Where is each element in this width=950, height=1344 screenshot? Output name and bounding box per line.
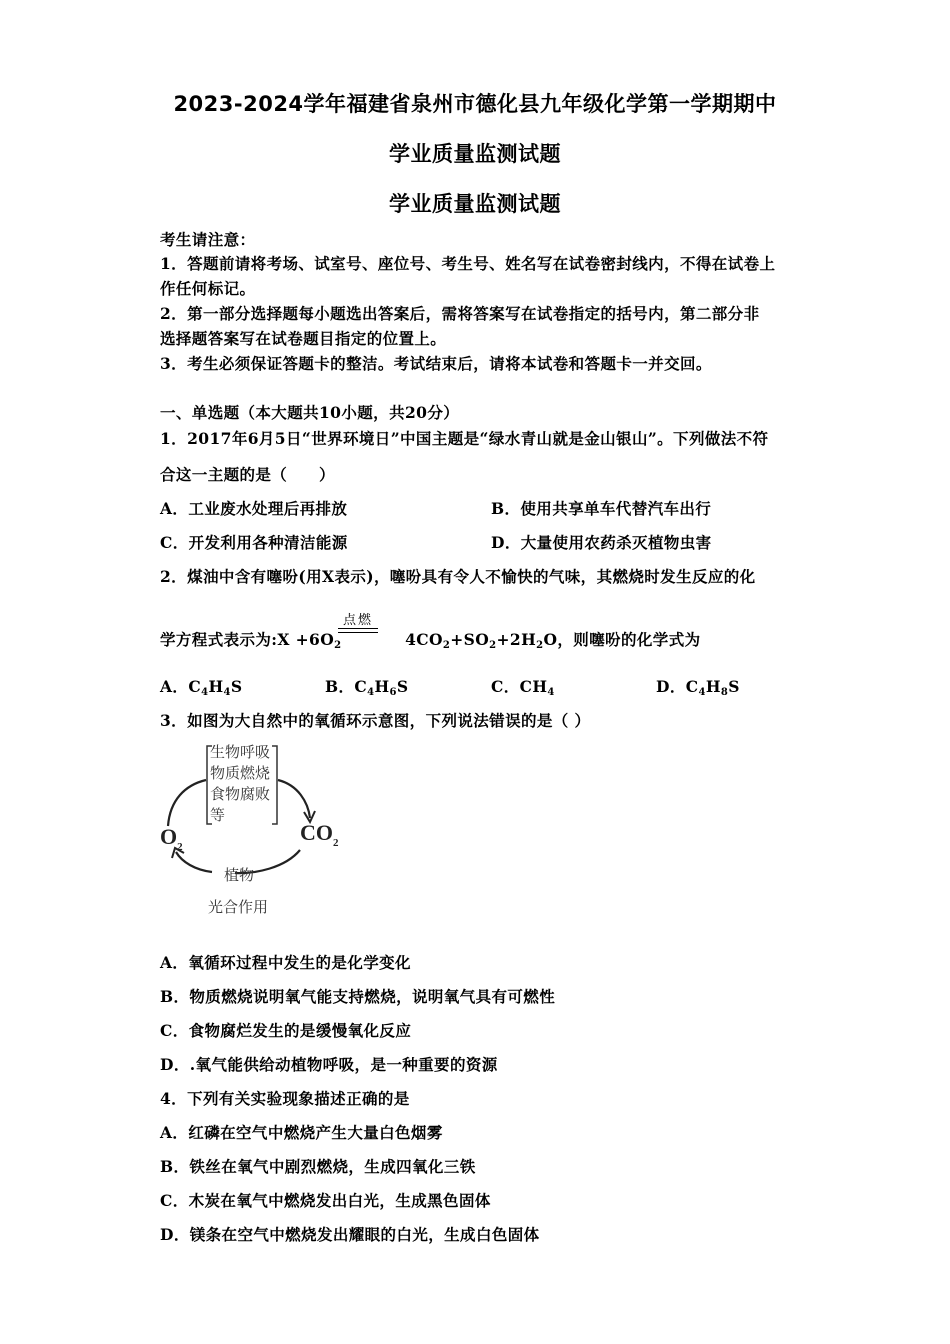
notice-heading: 考生请注意： [160, 230, 256, 249]
notice-line-5: 3．考生必须保证答题卡的整洁。考试结束后，请将本试卷和答题卡一并交回。 [160, 354, 712, 373]
q1-stem-line1: 1．2017年6月5日“世界环境日”中国主题是“绿水青山就是金山银山”。下列做法不符 [160, 429, 769, 448]
q2-option-c-label: C．CH [491, 677, 548, 696]
q2-option-b-sub1: 4 [367, 687, 375, 698]
diagram-item-decay: 食物腐败 [210, 785, 271, 803]
page-title-line3: 学业质量监测试题 [389, 192, 561, 216]
q2-option-a-sub1: 4 [201, 687, 209, 698]
notice-line-2: 作任何标记。 [160, 279, 256, 298]
q2-stem-line1: 2．煤油中含有噻吩(用X表示)，噻吩具有令人不愉快的气味，其燃烧时发生反应的化 [160, 567, 756, 586]
q2-o2-subscript: 2 [334, 640, 342, 651]
notice-line-1: 1．答题前请将考场、试室号、座位号、考生号、姓名写在试卷密封线内，不得在试卷上 [160, 254, 776, 273]
page-title-line1: 2023-2024学年福建省泉州市德化县九年级化学第一学期期中 [173, 92, 777, 116]
q3-option-c: C．食物腐烂发生的是缓慢氧化反应 [160, 1021, 412, 1040]
q2-h2-subscript: 2 [536, 640, 544, 651]
diagram-photosynthesis-label: 光合作用 [208, 898, 269, 916]
q1-option-b: B．使用共享单车代替汽车出行 [491, 499, 712, 518]
diagram-item-etc: 等 [210, 806, 226, 824]
q1-option-a: A．工业废水处理后再排放 [160, 499, 348, 518]
q2-option-d-tail: S [728, 677, 740, 696]
q2-equation-prefix: 学方程式表示为:X +6O [160, 630, 335, 649]
q2-option-b-label: B．C [325, 677, 368, 696]
diagram-co2-label [300, 820, 339, 849]
q2-equals-bar-bottom [338, 632, 378, 633]
q3-option-b: B．物质燃烧说明氧气能支持燃烧，说明氧气具有可燃性 [160, 987, 556, 1006]
notice-line-3: 2．第一部分选择题每小题选出答案后，需将答案写在试卷指定的括号内，第二部分非 [160, 304, 760, 323]
q2-option-a-label: A．C [160, 677, 202, 696]
q2-option-a [160, 675, 242, 698]
q4-option-b: B．铁丝在氧气中剧烈燃烧，生成四氧化三铁 [160, 1157, 476, 1176]
q2-option-b-mid: H [374, 677, 390, 696]
q2-product-so2: +SO [450, 630, 490, 649]
q2-option-d-sub1: 4 [698, 687, 706, 698]
q4-option-d: D．镁条在空气中燃烧发出耀眼的白光，生成白色固体 [160, 1225, 540, 1244]
q2-product-co2: 4CO [405, 630, 443, 649]
q2-option-d-label: D．C [656, 677, 699, 696]
diagram-o2-symbol: O [160, 824, 178, 849]
q2-option-a-mid: H [208, 677, 224, 696]
diagram-plant-label: 植物 [224, 866, 255, 884]
q2-option-d-mid: H [705, 677, 721, 696]
diagram-item-combustion: 物质燃烧 [210, 764, 271, 782]
diagram-process-list [210, 742, 270, 826]
notice-line-4: 选择题答案写在试卷题目指定的位置上。 [160, 329, 447, 348]
q1-stem-line2: 合这一主题的是（ ） [160, 465, 335, 484]
diagram-o2-label [160, 824, 183, 853]
q1-option-c: C．开发利用各种清洁能源 [160, 533, 348, 552]
q2-option-a-tail: S [230, 677, 243, 696]
q2-product-h2o: +2H [496, 630, 537, 649]
diagram-o2-subscript: 2 [177, 841, 183, 853]
q2-co2-subscript: 2 [442, 640, 451, 651]
q2-option-c-sub1: 4 [547, 687, 555, 698]
diagram-item-respiration: 生物呼吸 [210, 743, 271, 761]
q2-equals-bar-top [338, 628, 378, 629]
q3-option-d: D．.氧气能供给动植物呼吸，是一种重要的资源 [160, 1055, 498, 1074]
q3-stem: 3．如图为大自然中的氧循环示意图，下列说法错误的是（ ） [160, 711, 591, 730]
q3-option-a: A．氧循环过程中发生的是化学变化 [160, 953, 411, 972]
q2-reaction-condition: 点燃 [342, 613, 373, 628]
diagram-co2-symbol: CO [300, 820, 333, 845]
oxygen-cycle-diagram [160, 740, 360, 920]
q4-option-a: A．红磷在空气中燃烧产生大量白色烟雾 [160, 1123, 443, 1142]
q4-option-c: C．木炭在氧气中燃烧发出白光，生成黑色固体 [160, 1191, 491, 1210]
q2-equation-line [160, 628, 701, 651]
q2-option-b-sub2: 6 [389, 687, 397, 698]
page-title-line2: 学业质量监测试题 [389, 142, 561, 166]
q2-option-c [491, 675, 555, 698]
q2-option-b [325, 675, 409, 698]
q4-stem: 4．下列有关实验现象描述正确的是 [160, 1089, 410, 1108]
q2-option-d-sub2: 8 [720, 687, 729, 698]
q1-option-d: D．大量使用农药杀灭植物虫害 [491, 533, 712, 552]
q2-so2-subscript: 2 [489, 640, 497, 651]
q2-equation-tail: O，则噻吩的化学式为 [543, 630, 701, 649]
diagram-co2-subscript: 2 [333, 837, 339, 849]
q2-option-d [656, 675, 740, 698]
section-heading: 一、单选题（本大题共10小题，共20分） [160, 403, 460, 422]
q2-option-a-sub2: 4 [223, 687, 231, 698]
q2-option-b-tail: S [396, 677, 409, 696]
